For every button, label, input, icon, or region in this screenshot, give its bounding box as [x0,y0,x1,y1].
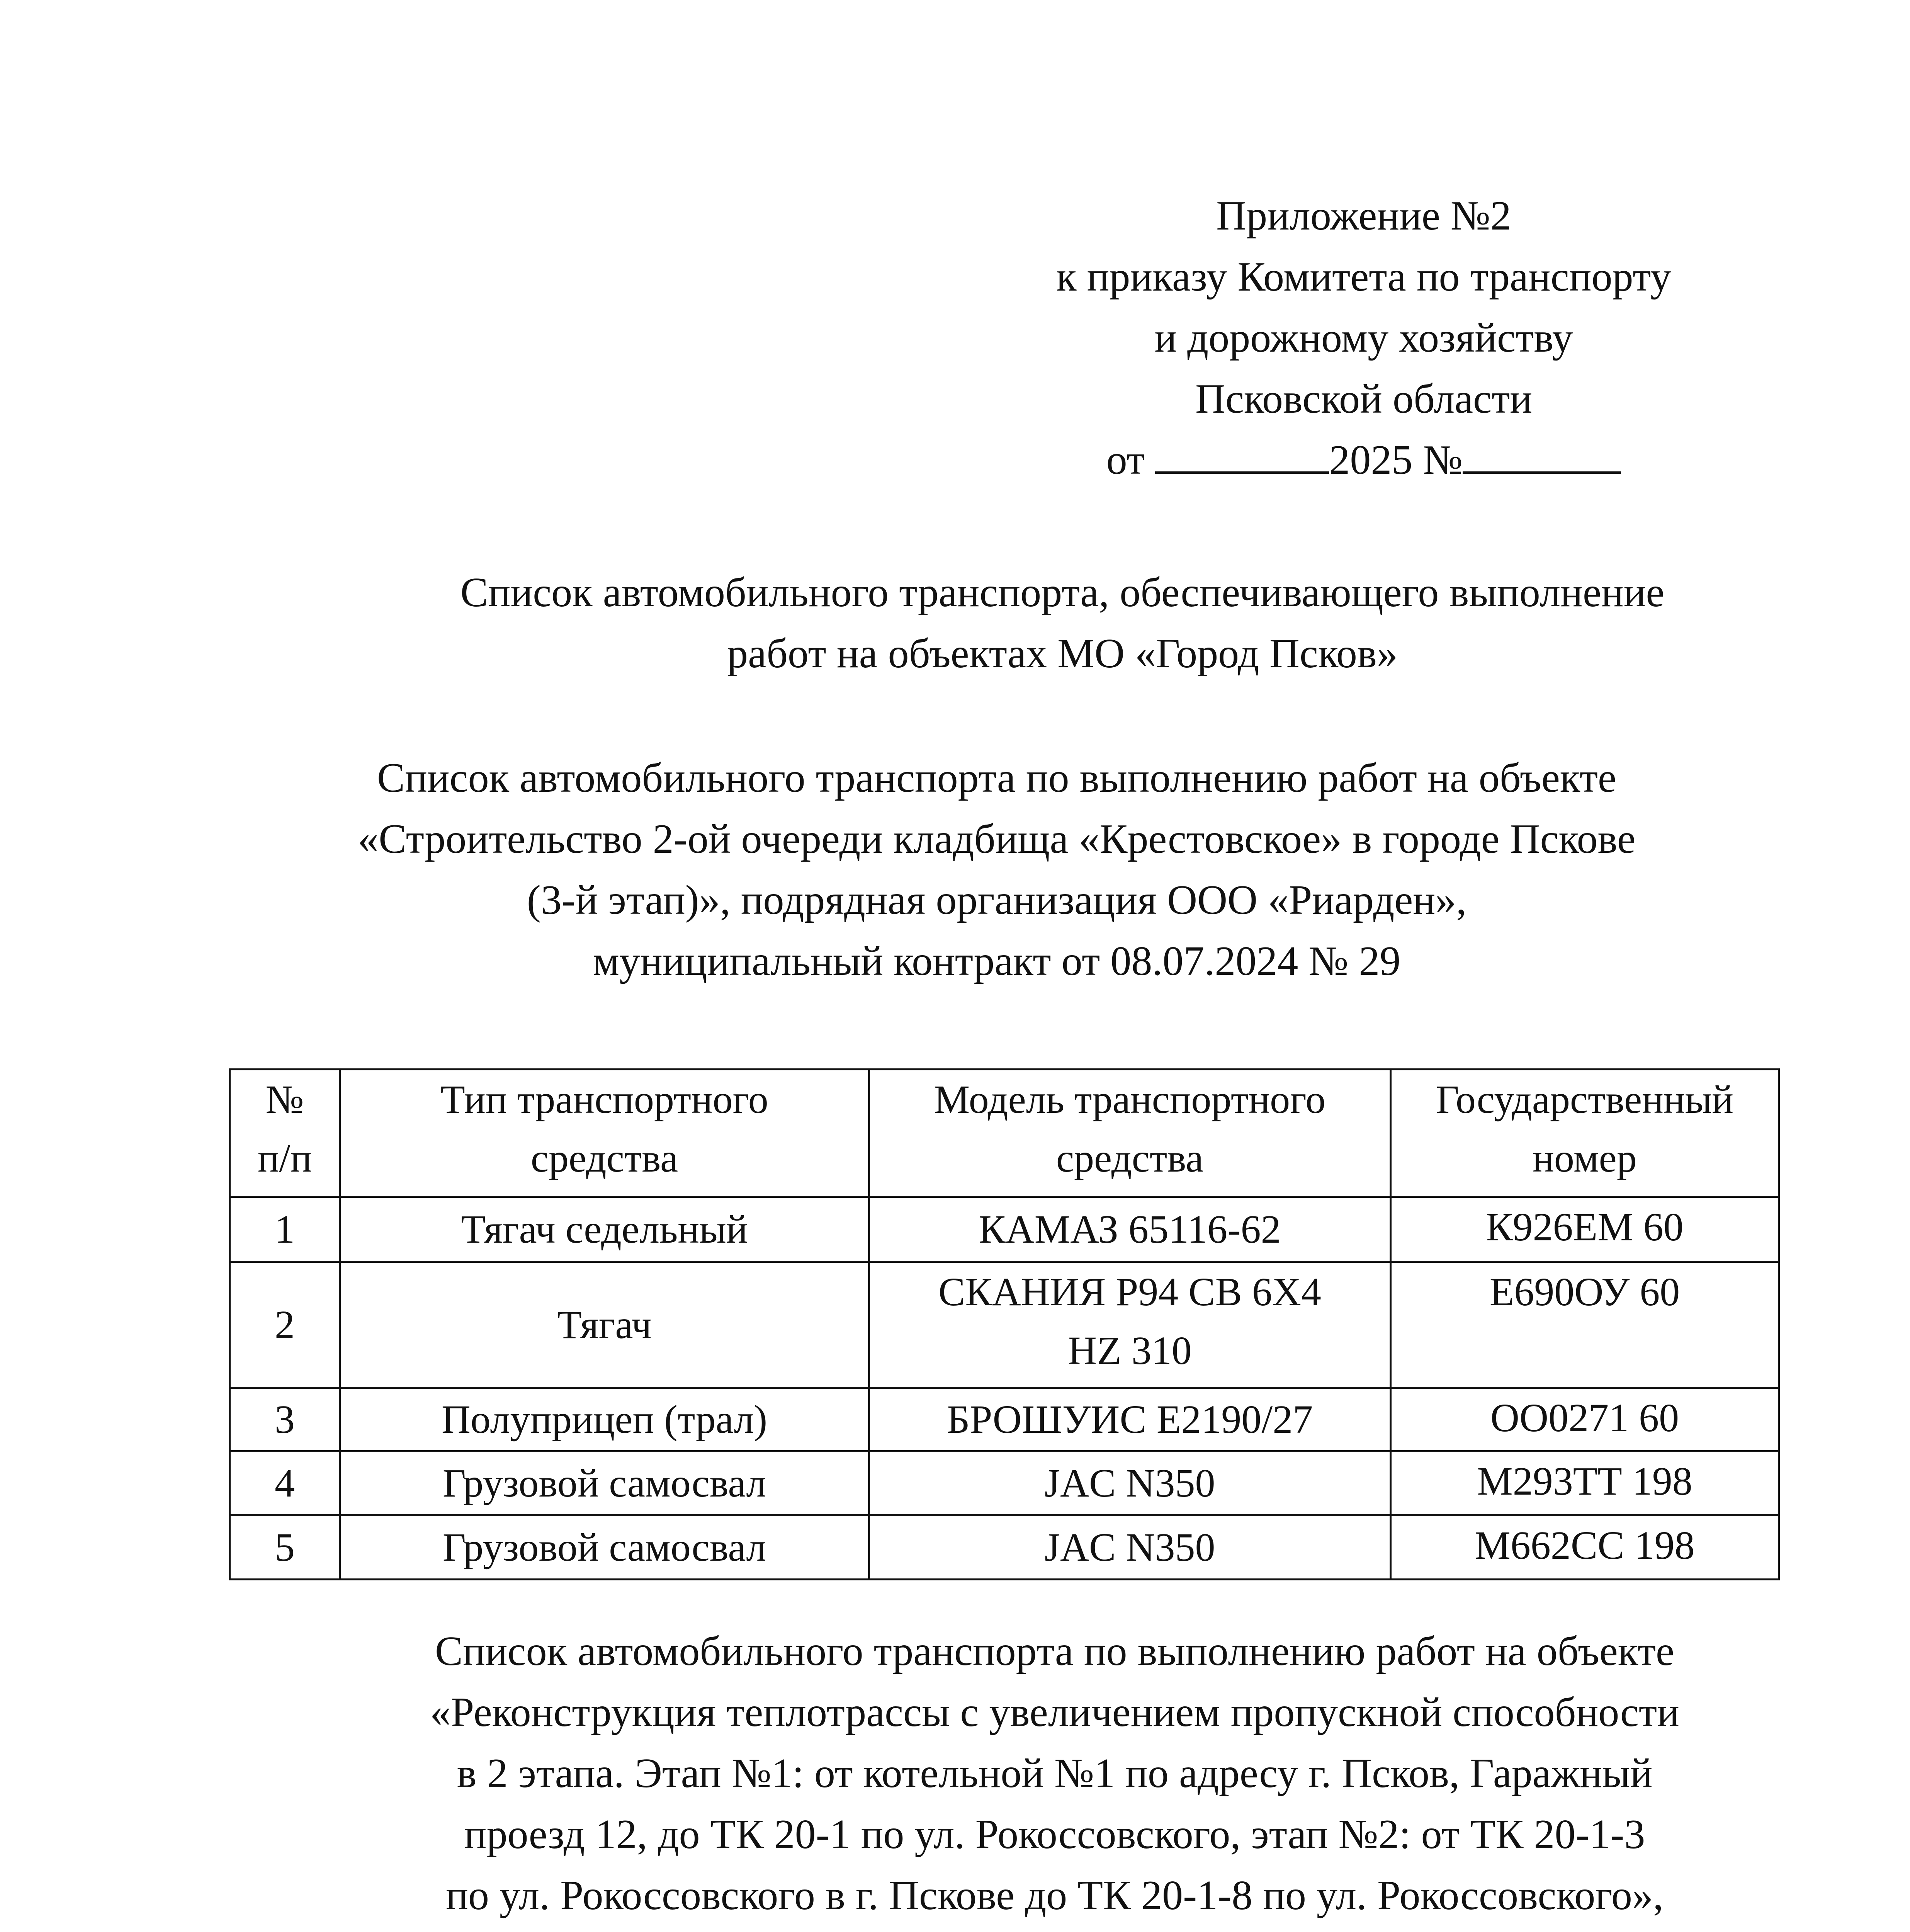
section1-title-line: Список автомобильного транспорта по выполнению работ на объекте [377,755,1616,801]
table-row [230,1388,1779,1451]
cell-type: Тягач [340,1262,869,1388]
cell-num: 2 [230,1262,340,1388]
section2-title [224,1621,1885,1932]
cell-type: Грузовой самосвал [340,1515,869,1580]
appendix-committee: и дорожному хозяйству [1154,315,1573,361]
table-row [230,1451,1779,1515]
appendix-date-line [997,430,1731,491]
appendix-header [997,185,1731,491]
section1-vehicle-table [229,1068,1780,1580]
cell-plate: ОО0271 60 [1391,1388,1779,1451]
cell-model: КАМАЗ 65116-62 [869,1197,1391,1262]
appendix-region: Псковской области [1195,376,1532,422]
cell-num: 5 [230,1515,340,1580]
cell-model: СКАНИЯ Р94 СВ 6Х4 HZ 310 [869,1262,1391,1388]
cell-model: JAC N350 [869,1451,1391,1515]
cell-type: Грузовой самосвал [340,1451,869,1515]
table-row [230,1262,1779,1388]
appendix-number: Приложение №2 [1216,193,1511,239]
cell-num: 4 [230,1451,340,1515]
table-row [230,1515,1779,1580]
number-blank [1463,434,1621,474]
cell-num: 3 [230,1388,340,1451]
section2-title-line: проезд 12, до ТК 20-1 по ул. Рокоссовского, этап №2: от ТК 20-1-3 [464,1811,1645,1857]
cell-type: Тягач седельный [340,1197,869,1262]
header-plate: Государственный номер [1391,1070,1779,1197]
main-title-line: Список автомобильного транспорта, обеспечивающего выполнение [460,570,1665,616]
section2-title-line: Список автомобильного транспорта по выполнению работ на объекте [435,1628,1674,1674]
section2-title-line: «Реконструкция теплотрассы с увеличением пропускной способности [430,1689,1679,1735]
date-year: 2025 № [1329,437,1463,483]
cell-plate: К926ЕМ 60 [1391,1197,1779,1262]
section1-title [116,748,1878,992]
section2-title-line [224,1926,1885,1932]
cell-plate: М662СС 198 [1391,1515,1779,1580]
header-num: № п/п [230,1070,340,1197]
section1-title-line: (3-й этап)», подрядная организация ООО «Риарден», [527,877,1467,923]
cell-plate: Е690ОУ 60 [1391,1262,1779,1388]
cell-type: Полуприцеп (трал) [340,1388,869,1451]
header-model: Модель транспортного средства [869,1070,1391,1197]
table-header-row [230,1070,1779,1197]
main-title-line: работ на объектах МО «Город Псков» [727,631,1398,677]
section2-title-line: по ул. Рокоссовского в г. Пскове до ТК 20-1-8 по ул. Рокоссовского», [446,1872,1664,1918]
appendix-order-ref: к приказу Комитета по транспорту [1056,254,1671,300]
main-title [193,562,1910,684]
table-row [230,1197,1779,1262]
section1-title-line: «Строительство 2-ой очереди кладбища «Крестовское» в городе Пскове [358,816,1636,862]
cell-model: БРОШУИС Е2190/27 [869,1388,1391,1451]
date-prefix: от [1106,437,1145,483]
cell-num: 1 [230,1197,340,1262]
header-type: Тип транспортного средства [340,1070,869,1197]
cell-model: JAC N350 [869,1515,1391,1580]
cell-plate: М293ТТ 198 [1391,1451,1779,1515]
section2-title-line: в 2 этапа. Этап №1: от котельной №1 по адресу г. Псков, Гаражный [457,1750,1653,1796]
date-blank [1155,434,1329,474]
section1-title-line: муниципальный контракт от 08.07.2024 № 29 [593,938,1401,984]
